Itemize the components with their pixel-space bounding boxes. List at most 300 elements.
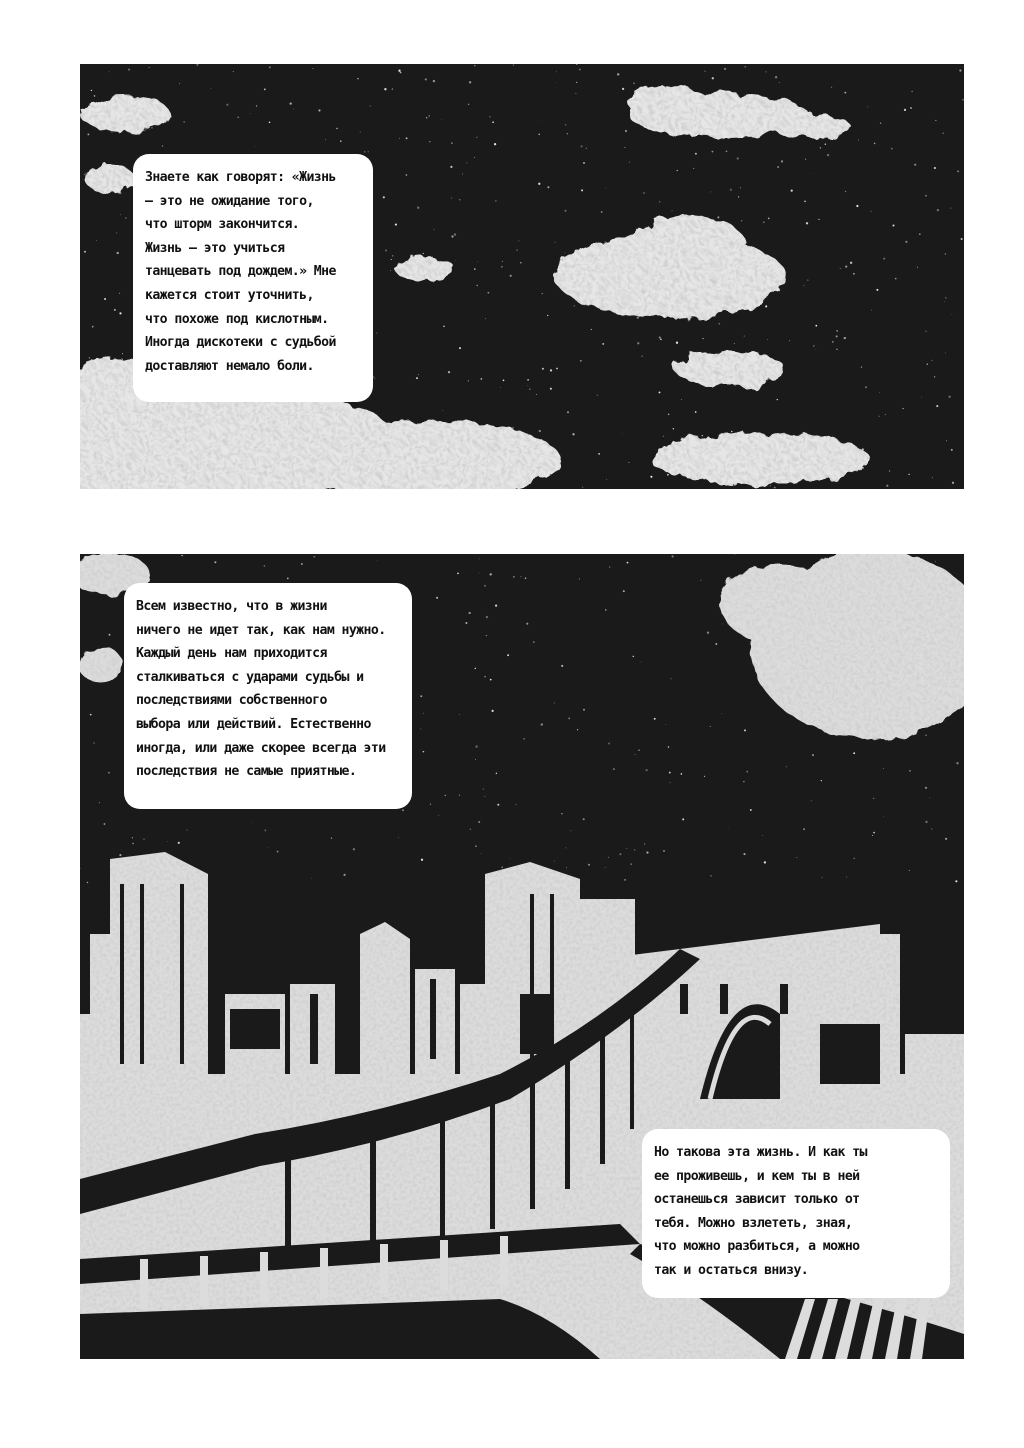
- star: [501, 266, 503, 268]
- star: [421, 859, 423, 861]
- star: [581, 189, 583, 191]
- star: [399, 138, 400, 139]
- star: [497, 804, 499, 806]
- star: [879, 392, 880, 393]
- star: [483, 789, 484, 790]
- star: [935, 120, 936, 121]
- speech-bubble-such-is-life: Но такова эта жизнь. И как ты ее проживешь, и кем ты в ней останешься зависит только от тебя. Можно взлететь, зная, что можно разбиться, а можно так и остаться внизу.: [642, 1129, 950, 1298]
- star: [442, 410, 443, 411]
- star: [865, 386, 867, 388]
- star: [718, 323, 720, 325]
- star: [693, 168, 694, 169]
- star: [402, 809, 404, 811]
- star: [889, 470, 890, 471]
- star: [717, 216, 719, 218]
- star: [518, 240, 519, 241]
- star: [429, 141, 431, 143]
- star: [917, 267, 918, 268]
- star: [112, 132, 113, 133]
- star: [948, 396, 950, 398]
- star: [577, 729, 578, 730]
- star: [609, 566, 610, 567]
- star: [475, 745, 477, 747]
- star: [554, 860, 555, 861]
- star: [741, 220, 743, 222]
- star: [114, 309, 116, 311]
- star: [104, 823, 106, 825]
- star: [445, 795, 446, 796]
- star: [475, 845, 477, 847]
- star: [704, 776, 705, 777]
- star: [602, 343, 604, 345]
- star: [395, 224, 397, 226]
- star: [462, 174, 463, 175]
- star: [122, 353, 123, 354]
- star: [492, 121, 494, 123]
- star: [925, 734, 927, 736]
- star: [211, 88, 212, 89]
- star: [786, 766, 787, 767]
- star: [807, 279, 809, 281]
- star: [434, 229, 435, 230]
- star: [517, 250, 518, 251]
- star: [846, 876, 847, 877]
- star: [789, 340, 790, 341]
- star: [816, 349, 817, 350]
- star: [465, 622, 467, 624]
- star: [495, 200, 496, 201]
- star: [536, 394, 537, 395]
- star: [811, 800, 812, 801]
- star: [722, 433, 723, 434]
- star: [547, 186, 549, 188]
- star: [474, 65, 475, 66]
- star: [116, 232, 117, 233]
- star: [566, 867, 567, 868]
- star: [571, 830, 572, 831]
- star: [646, 852, 648, 854]
- star: [502, 867, 503, 868]
- star: [489, 116, 490, 117]
- star: [233, 71, 234, 72]
- star: [492, 710, 494, 712]
- star: [495, 604, 497, 606]
- star: [856, 205, 858, 207]
- star: [533, 641, 535, 643]
- star: [459, 347, 461, 349]
- star: [538, 134, 540, 136]
- star: [931, 828, 932, 829]
- star: [391, 259, 392, 260]
- comic-panel-night-sky: [80, 64, 964, 489]
- star: [541, 723, 543, 725]
- star: [945, 838, 947, 840]
- star: [143, 839, 144, 840]
- star: [637, 342, 639, 344]
- star: [668, 414, 670, 416]
- star: [416, 377, 418, 379]
- star: [108, 772, 110, 774]
- star: [903, 408, 904, 409]
- star: [287, 578, 289, 580]
- star: [845, 191, 846, 192]
- star: [353, 848, 355, 850]
- star: [682, 818, 684, 820]
- star: [850, 262, 852, 264]
- star: [423, 253, 424, 254]
- star: [385, 249, 387, 251]
- star: [872, 835, 873, 836]
- star: [117, 252, 119, 254]
- star: [91, 90, 92, 91]
- speech-bubble-consequences: Всем известно, что в жизни ничего не идет так, как нам нужно. Каждый день нам приходится сталкиваться с ударами судьбы и последствиями собственного выбора или действий. Естественно иногда, или даже скорее всегда эти последствия не самые приятные.: [124, 583, 412, 809]
- star: [671, 678, 672, 679]
- star: [871, 310, 872, 311]
- star: [477, 285, 478, 286]
- star: [579, 69, 581, 71]
- star: [895, 278, 897, 280]
- star: [588, 864, 590, 866]
- star: [93, 742, 94, 743]
- star: [477, 261, 478, 262]
- star: [871, 211, 872, 212]
- star: [418, 374, 419, 375]
- star: [673, 428, 674, 429]
- star: [510, 858, 511, 859]
- star: [911, 91, 912, 92]
- star: [624, 147, 625, 148]
- star: [420, 729, 421, 730]
- star: [167, 841, 168, 842]
- star: [730, 189, 732, 191]
- star: [706, 320, 707, 321]
- star: [581, 145, 583, 147]
- star: [945, 297, 946, 298]
- star: [520, 576, 521, 577]
- star: [702, 435, 703, 436]
- star: [633, 656, 635, 658]
- star: [712, 151, 714, 153]
- star: [92, 326, 94, 328]
- star: [87, 882, 88, 883]
- star: [318, 109, 320, 111]
- star: [803, 828, 805, 830]
- star: [479, 559, 480, 560]
- star: [910, 107, 912, 109]
- star: [950, 208, 951, 209]
- star: [486, 635, 487, 636]
- star: [340, 140, 342, 142]
- star: [955, 880, 957, 882]
- star: [525, 577, 527, 579]
- star: [527, 379, 529, 381]
- star: [936, 405, 938, 407]
- star: [373, 376, 374, 377]
- star: [645, 769, 647, 771]
- star: [583, 162, 585, 164]
- star: [84, 251, 86, 253]
- star: [617, 73, 619, 75]
- star: [712, 77, 714, 79]
- star: [423, 713, 424, 714]
- star: [125, 218, 126, 219]
- star: [484, 585, 486, 587]
- star: [885, 414, 886, 415]
- star: [750, 809, 752, 811]
- star: [932, 360, 933, 361]
- star: [481, 378, 483, 380]
- star: [962, 99, 963, 100]
- star: [96, 240, 97, 241]
- star: [728, 827, 729, 828]
- star: [494, 143, 496, 145]
- star: [556, 368, 558, 370]
- star: [586, 148, 587, 149]
- star: [467, 163, 468, 164]
- star: [417, 207, 419, 209]
- star: [500, 387, 501, 388]
- star: [921, 397, 922, 398]
- star: [104, 298, 106, 300]
- star: [822, 877, 823, 878]
- star: [269, 66, 271, 68]
- star: [804, 200, 806, 202]
- star: [187, 830, 188, 831]
- star: [741, 431, 743, 433]
- star: [777, 166, 779, 168]
- star: [459, 714, 460, 715]
- star: [400, 72, 402, 74]
- star: [619, 853, 621, 855]
- star: [178, 842, 180, 844]
- star: [641, 662, 642, 663]
- star: [457, 572, 459, 574]
- star: [364, 151, 366, 153]
- star: [267, 847, 268, 848]
- star: [637, 317, 639, 319]
- star: [515, 804, 516, 805]
- star: [605, 188, 606, 189]
- star: [264, 89, 266, 91]
- star: [659, 201, 660, 202]
- star: [836, 330, 837, 331]
- star: [827, 154, 829, 156]
- star: [876, 289, 878, 291]
- star: [290, 102, 292, 104]
- star: [608, 857, 609, 858]
- star: [459, 199, 461, 201]
- star: [90, 714, 92, 716]
- star: [374, 378, 375, 379]
- star: [162, 145, 163, 146]
- star: [669, 772, 671, 774]
- star: [510, 275, 512, 277]
- star: [109, 71, 110, 72]
- star: [470, 828, 471, 829]
- star: [805, 159, 806, 160]
- star: [695, 411, 697, 413]
- star: [512, 427, 513, 428]
- star: [524, 738, 525, 739]
- star: [867, 106, 868, 107]
- star: [539, 430, 541, 432]
- star: [99, 802, 100, 803]
- star: [904, 109, 906, 111]
- star: [765, 71, 766, 72]
- star: [743, 781, 744, 782]
- star: [681, 773, 683, 775]
- star: [451, 235, 453, 237]
- star: [626, 848, 627, 849]
- star: [430, 804, 431, 805]
- star: [643, 192, 644, 193]
- star: [956, 762, 958, 764]
- star: [734, 343, 735, 344]
- star: [681, 399, 682, 400]
- star: [744, 66, 746, 68]
- star: [677, 170, 678, 171]
- star: [490, 573, 492, 575]
- star: [119, 293, 120, 294]
- star: [929, 797, 930, 798]
- star: [398, 837, 399, 838]
- star: [565, 124, 567, 126]
- star: [926, 331, 927, 332]
- star: [774, 487, 776, 489]
- star: [861, 366, 862, 367]
- star: [109, 634, 111, 636]
- star: [451, 197, 452, 198]
- star: [357, 78, 358, 79]
- star: [873, 832, 875, 834]
- star: [94, 95, 96, 97]
- star: [554, 703, 555, 704]
- star: [579, 578, 580, 579]
- star: [539, 121, 540, 122]
- star: [676, 342, 678, 344]
- star: [937, 209, 939, 211]
- star: [952, 482, 954, 484]
- star: [770, 485, 771, 486]
- star: [558, 469, 559, 470]
- star: [325, 139, 326, 140]
- star: [542, 368, 544, 370]
- star: [331, 838, 332, 839]
- star: [763, 221, 765, 223]
- star: [256, 105, 257, 106]
- star: [568, 718, 570, 720]
- star: [951, 449, 953, 451]
- star: [744, 729, 746, 731]
- star: [905, 241, 907, 243]
- star: [582, 487, 583, 488]
- star: [214, 561, 216, 563]
- star: [132, 837, 133, 838]
- star: [883, 258, 885, 260]
- star: [580, 360, 582, 362]
- star: [468, 380, 469, 381]
- star: [502, 261, 503, 262]
- star: [925, 787, 927, 789]
- star: [831, 87, 832, 88]
- star: [812, 754, 814, 756]
- star: [704, 70, 705, 71]
- star: [608, 742, 610, 744]
- speech-bubble-life-storm: Знаете как говорят: «Жизнь — это не ожидание того, что шторм закончится. Жизнь — это учиться танцевать под дождем.» Мне кажется стоит уточнить, что похоже под кислотным. Иногда дискотеки с судьбой доставляют немало боли.: [133, 154, 373, 402]
- star: [633, 82, 635, 84]
- star: [561, 813, 562, 814]
- star: [264, 829, 266, 831]
- star: [565, 253, 566, 254]
- star: [264, 565, 265, 566]
- star: [566, 848, 567, 849]
- comic-panel-city-bridge: [80, 554, 964, 1359]
- star: [836, 349, 837, 350]
- star: [450, 166, 452, 168]
- star: [572, 433, 574, 435]
- star: [475, 759, 476, 760]
- star: [476, 137, 477, 138]
- star: [724, 68, 726, 70]
- star: [87, 133, 89, 135]
- star: [764, 861, 766, 863]
- star: [293, 109, 294, 110]
- star: [737, 157, 739, 159]
- star: [438, 815, 439, 816]
- star: [313, 556, 315, 558]
- star: [574, 305, 575, 306]
- star: [944, 301, 945, 302]
- star: [914, 164, 916, 166]
- star: [779, 82, 780, 83]
- star: [659, 391, 661, 393]
- star: [722, 713, 723, 714]
- star: [605, 867, 606, 868]
- star: [80, 868, 81, 869]
- star: [583, 709, 585, 711]
- star: [840, 268, 841, 269]
- star: [934, 167, 936, 169]
- star: [555, 82, 556, 83]
- star: [883, 816, 884, 817]
- star: [520, 262, 521, 263]
- star: [237, 116, 239, 118]
- star: [710, 726, 711, 727]
- star: [538, 183, 540, 185]
- star: [398, 70, 400, 72]
- star: [443, 326, 444, 327]
- star: [425, 78, 427, 80]
- star: [475, 668, 476, 669]
- star: [650, 476, 652, 478]
- star: [820, 147, 821, 148]
- star: [957, 170, 959, 172]
- star: [654, 718, 656, 720]
- star: [606, 479, 607, 480]
- star: [496, 773, 497, 774]
- star: [762, 835, 763, 836]
- star: [854, 858, 855, 859]
- star: [485, 318, 486, 319]
- star: [836, 335, 838, 337]
- star: [925, 195, 927, 197]
- star: [436, 597, 438, 599]
- star: [625, 130, 627, 132]
- star: [873, 798, 875, 800]
- star: [932, 477, 933, 478]
- star: [527, 385, 528, 386]
- star: [441, 119, 442, 120]
